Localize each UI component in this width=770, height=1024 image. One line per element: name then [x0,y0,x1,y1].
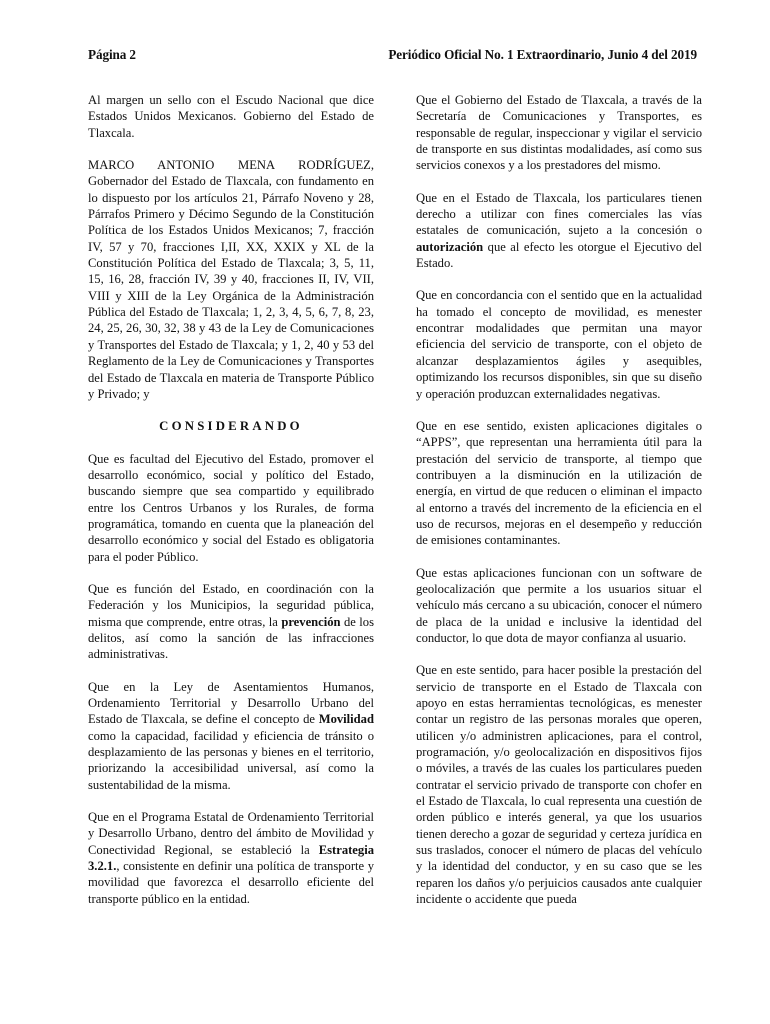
publication-header: Periódico Oficial No. 1 Extraordinario, Junio 4 del 2019 [388,47,697,62]
considerando-paragraph-8: Que en ese sentido, existen aplicaciones digitales o “APPS”, que representan una herramienta útil para la prestación del servicio de transporte, al tiempo que contribuyen a la disminución en la utilización de energía, en virtud de que reducen o eliminan el impacto al entorno a través del incremento de la eficiencia en el uso de recursos, mejoras en el desempeño y reducción de emisiones contaminantes. [416,418,702,548]
considerando-paragraph-3: Que en la Ley de Asentamientos Humanos, Ordenamiento Territorial y Desarrollo Urbano del Estado de Tlaxcala, se define el concepto de Movilidad como la capacidad, facilidad y eficiencia de tránsito o desplazamiento de las personas y bienes en el territorio, priorizando la accesibilidad universal, así como la sustentabilidad de la misma. [88,679,374,792]
considerando-paragraph-1: Que es facultad del Ejecutivo del Estado, promover el desarrollo económico, social y político del Estado, buscando siempre que sea compartido y equilibrado entre los Centros Urbanos y los Rurales, de forma programática, tomando en cuenta que la planeación del desarrollo económico y social del Estado es obligatoria para el poder Público. [88,451,374,564]
governor-paragraph: MARCO ANTONIO MENA RODRÍGUEZ, Gobernador del Estado de Tlaxcala, con fundamento en lo dispuesto por los artículos 21, Párrafo Noveno y 28, Párrafos Primero y Décimo Segundo de la Constitución Política de los Estados Unidos Mexicanos; 7, fracción IV, 57 y 70, fracciones I,II, XX, XXIX y XL de la Constitución Política del Estado de Tlaxcala; 3, 5, 11, 15, 16, 28, fracción IV, 39 y 40, fracciones II, IV, VII, VIII y XIII de la Ley Orgánica de la Administración Pública del Estado de Tlaxcala; 1, 2, 3, 4, 5, 6, 7, 8, 23, 24, 25, 26, 30, 32, 38 y 43 de la Ley de Comunicaciones y Transportes del Estado de Tlaxcala; y 1, 2, 40 y 53 del Reglamento de la Ley de Comunicaciones y Transportes del Estado de Tlaxcala en materia de Transporte Público y Privado; y [88,158,374,401]
considerando-paragraph-6: Que en el Estado de Tlaxcala, los particulares tienen derecho a utilizar con fines comerciales las vías estatales de comunicación, sujeto a la concesión o autorización que al efecto les otorgue el Ejecutivo del Estado. [416,190,702,271]
bold-term-autorizacion: autorización [416,239,484,254]
bold-term-prevencion: prevención [281,614,341,629]
seal-paragraph: Al margen un sello con el Escudo Nacional que dice Estados Unidos Mexicanos. Gobierno del Estado de Tlaxcala. [88,93,374,140]
considerando-paragraph-9: Que estas aplicaciones funcionan con un software de geolocalización que permite a los usuarios situar el vehículo más cercano a su ubicación, conocer el número de placa de la unidad e inclusive la identidad del conductor, lo que dota de mayor confianza al usuario. [416,565,702,645]
considerando-paragraph-2: Que es función del Estado, en coordinación con la Federación y los Municipios, la seguridad pública, misma que comprende, entre otras, la prevención de los delitos, así como la sanción de las infracciones administrativas. [88,581,374,662]
considerando-paragraph-5: Que el Gobierno del Estado de Tlaxcala, a través de la Secretaría de Comunicaciones y Transportes, es responsable de regular, inspeccionar y vigilar el servicio de transporte en sus distintas modalidades, así como sus servicios conexos y a los prestadores del mismo. [416,93,702,173]
left-column [88,92,374,923]
considerando-paragraph-10: Que en este sentido, para hacer posible la prestación del servicio de transporte en el Estado de Tlaxcala con apoyo en estas herramientas tecnológicas, es menester contar un registro de las personas morales que operen, utilicen y/o administren aplicaciones, para el control, programación, y/o geolocalización en dispositivos fijos o móviles, a través de las cuales los particulares pueden contratar el servicio privado de transporte con chofer en el Estado de Tlaxcala, lo cual representa una cuestión de orden público e interés general, ya que los usuarios tienen derecho a gozar de seguridad y certeza jurídica en sus traslados, conocer el número de placas del vehículo y la identidad del conductor, y en su caso que se les reparen los daños y/o perjuicios causados ante cualquier incidente o accidente que pueda [416,663,702,907]
page-number: Página 2 [88,47,136,62]
section-heading: CONSIDERANDO [159,419,303,434]
bold-term-estrategia: Estrategia 3.2.1. [88,842,374,874]
right-column [416,92,702,923]
considerando-paragraph-4: Que en el Programa Estatal de Ordenamiento Territorial y Desarrollo Urbano, dentro del ámbito de Movilidad y Conectividad Regional, se estableció la Estrategia 3.2.1., consistente en definir una política de transporte y movilidad que favorezca el desarrollo eficiente del transporte público en la entidad. [88,810,374,906]
considerando-paragraph-7: Que en concordancia con el sentido que en la actualidad ha tomado el concepto de movilidad, es menester encontrar modalidades que permitan una mayor eficiencia del servicio de transporte, con el objeto de alcanzar desplazamientos ágiles y asequibles, optimizando los recursos disponibles, sin que su diseño y operación produzcan externalidades negativas. [416,288,702,401]
bold-term-movilidad: Movilidad [318,712,374,727]
